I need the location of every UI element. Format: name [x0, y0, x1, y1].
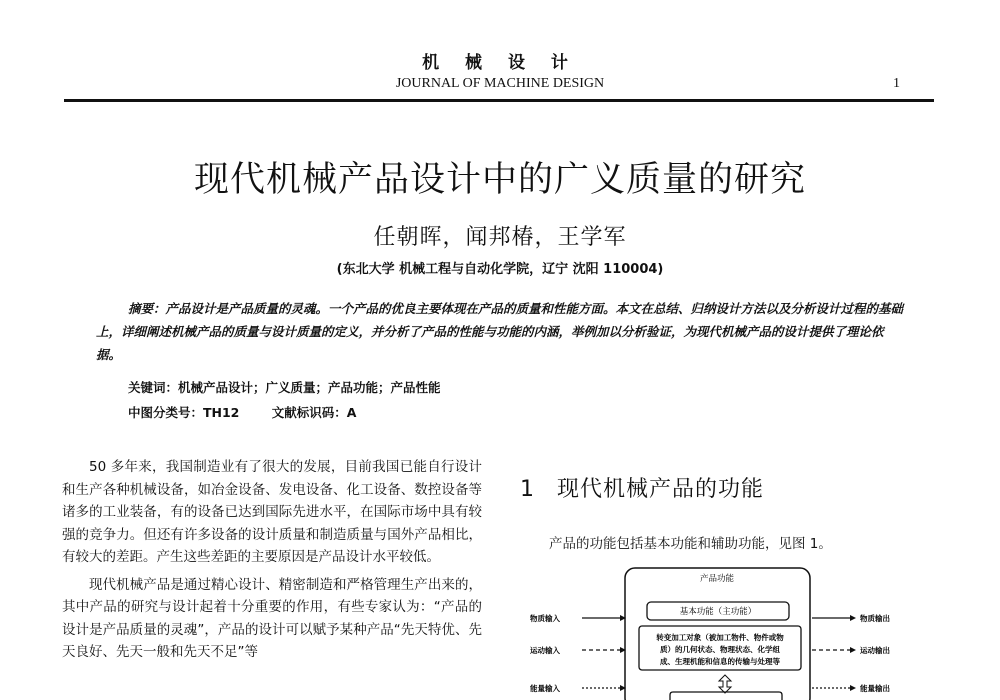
function-description-line: 转变加工对象（被加工物件、物件或物 [656, 633, 784, 642]
body-paragraph: 50 多年来，我国制造业有了很大的发展，目前我国已能自行设计和生产各种机械设备，如冶金设备、发电设备、化工设备、数控设备等诸多的工业装备，有的设备已达到国际先进水平，在国际市场中具有较强的竞争力。但还有许多设备的设计质量和制造质量与国外产品相比，有较大的差距。产生这些差距的主要原因是产品设计水平较低。 [62, 459, 482, 565]
header-rule [64, 99, 934, 102]
document-code: 文献标识码：A [271, 405, 357, 420]
energy-input-label: 能量输入 [530, 684, 560, 693]
body-left-column [62, 456, 482, 664]
paper-authors: 任朝晖，闻邦椿，王学军 [373, 225, 627, 250]
paper-title: 现代机械产品设计中的广义质量的研究 [193, 160, 806, 200]
body-paragraph: 现代机械产品是通过精心设计、精密制造和严格管理生产出来的，其中产品的研究与设计起着十分重要的作用，有些专家认为：“产品的设计是产品质量的灵魂”，产品的设计可以赋予某种产品“先天特优、先天良好、先天一般和先天不足”等 [62, 576, 482, 660]
abstract: 摘要：产品设计是产品质量的灵魂。一个产品的优良主要体现在产品的质量和性能方面。本文在总结、归纳设计方法以及分析设计过程的基础上，详细阐述机械产品的质量与设计质量的定义，并分析了产品的性能与功能的内涵，举例加以分析验证，为现代机械产品的设计提供了理论依据。 [96, 301, 904, 362]
product-function-label: 产品功能 [699, 574, 735, 584]
output-arrow-head [850, 647, 856, 653]
journal-title-en: JOURNAL OF MACHINE DESIGN [395, 76, 605, 91]
motion-input-label: 运动输入 [530, 646, 560, 655]
function-description-line: 质）的几何状态、物理状态、化学组 [660, 645, 780, 654]
keywords: 关键词：机械产品设计；广义质量；产品功能；产品性能 [128, 380, 441, 395]
material-input-label: 物质输入 [530, 614, 560, 623]
section-number: 1 [520, 477, 535, 502]
classification-line [128, 403, 384, 421]
page-number: 1 [893, 76, 900, 91]
function-description-line: 成、生理机能和信息的传输与处理等 [660, 657, 780, 666]
section-title: 现代机械产品的功能 [557, 477, 765, 502]
section-heading [520, 472, 764, 503]
motion-output-label: 运动输出 [860, 646, 890, 655]
paper-affiliation: (东北大学 机械工程与自动化学院，辽宁 沈阳 110004) [336, 262, 664, 277]
output-arrow-head [850, 685, 856, 691]
material-output-label: 物质输出 [860, 614, 890, 623]
journal-title-cn: 机 械 设 计 [422, 53, 578, 73]
section-text: 产品的功能包括基本功能和辅助功能，见图 1。 [549, 536, 832, 552]
classification-number: 中图分类号：TH12 [128, 405, 240, 420]
basic-function-label: 基本功能（主功能） [679, 607, 757, 617]
energy-output-label: 能量输出 [860, 684, 890, 693]
auxiliary-function-box [670, 692, 782, 700]
double-arrow-icon [719, 675, 731, 693]
function-figure [520, 560, 920, 700]
output-arrow-head [850, 615, 856, 621]
